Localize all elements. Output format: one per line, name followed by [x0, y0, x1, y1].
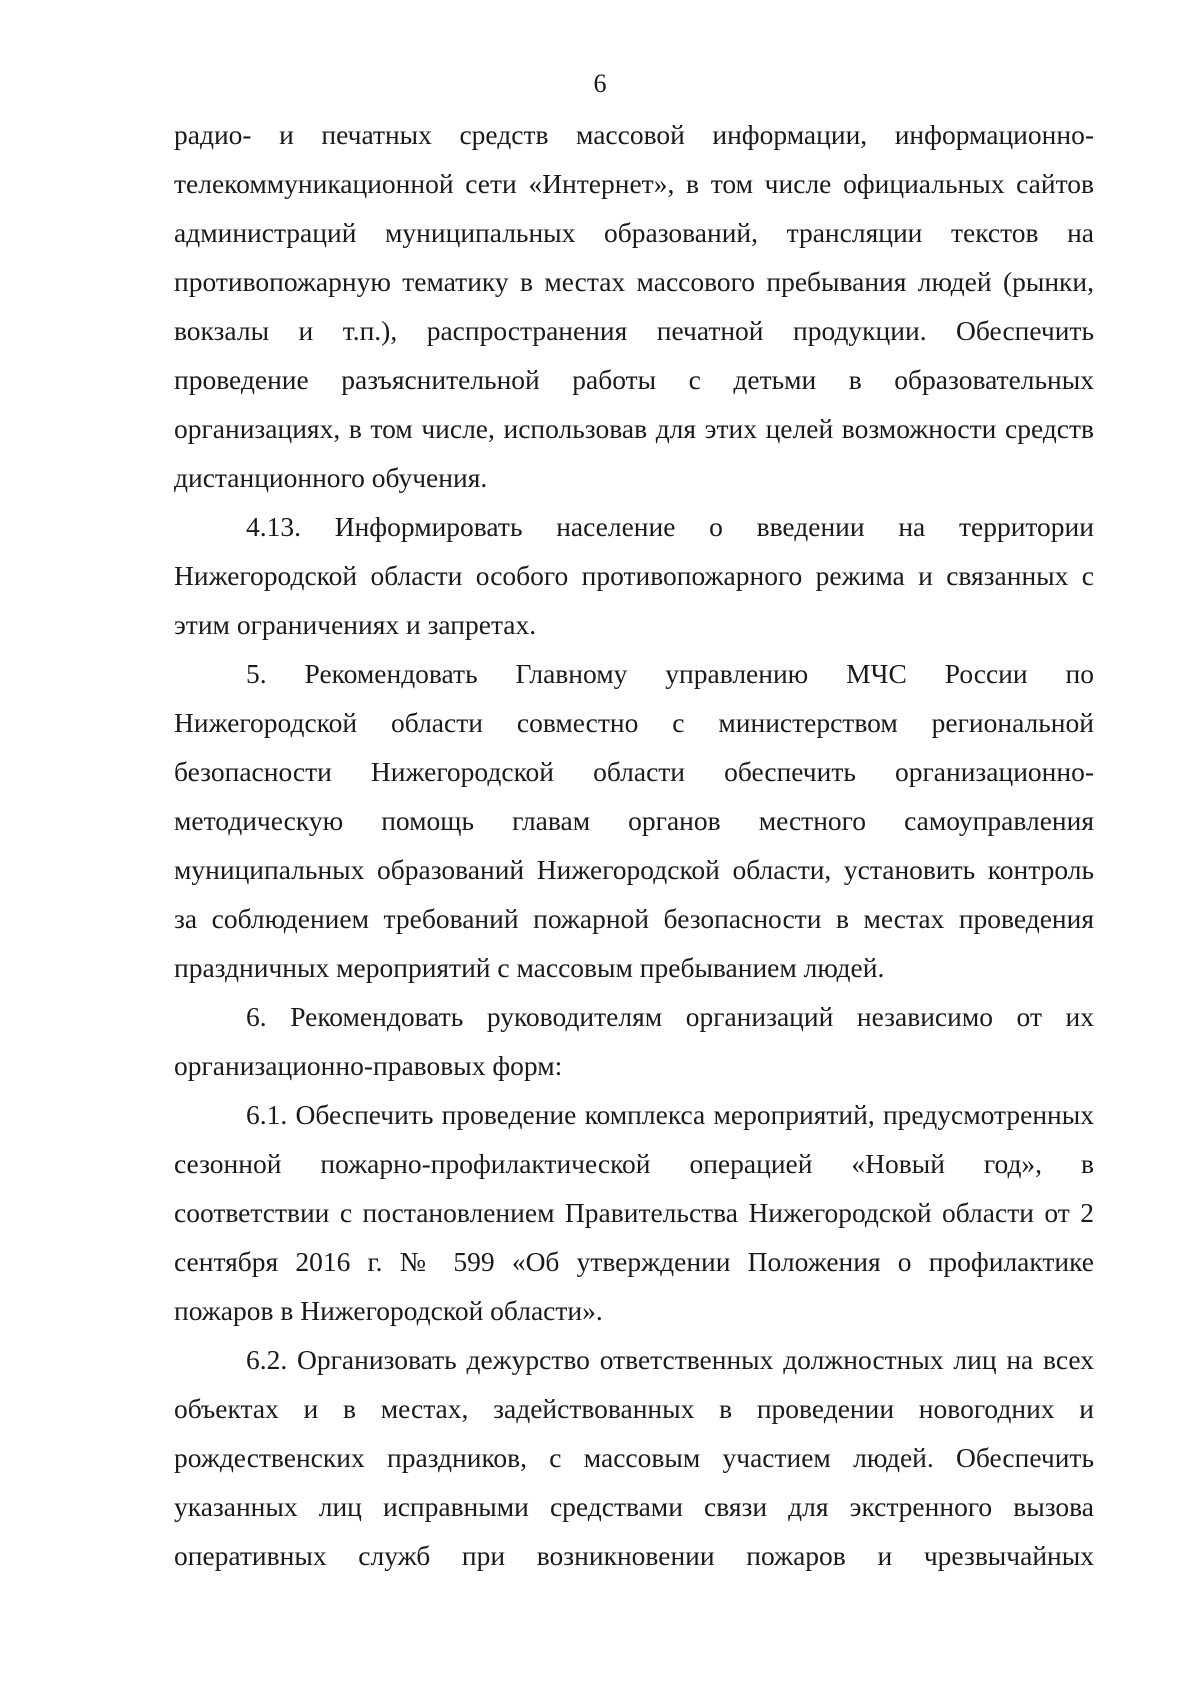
paragraph-6-2: 6.2. Организовать дежурство ответственных должностных лиц на всех объектах и в местах, задействованных в проведении новогодних и рождественских праздников, с массовым участием людей. Обеспечить указанных лиц исправными средствами связи для экстренного вызова оперативных служб при возникновении пожаров и чрезвычайных	[174, 1344, 1094, 1571]
paragraph-5: 5. Рекомендовать Главному управлению МЧС России по Нижегородской области совместно с министерством региональной безопасности Нижегородской области обеспечить организационно-методическую помощь главам органов местного самоуправления муниципальных образований Нижегородской области, установить контроль за соблюдением требований пожарной безопасности в местах проведения праздничных мероприятий с массовым пребыванием людей.	[174, 658, 1094, 983]
page-number: 6	[593, 69, 607, 98]
paragraph-6-1: 6.1. Обеспечить проведение комплекса мероприятий, предусмотренных сезонной пожарно-профилактической операцией «Новый год», в соответствии с постановлением Правительства Нижегородской области от 2 сентября 2016 г. № 599 «Об утверждении Положения о профилактике пожаров в Нижегородской области».	[174, 1099, 1094, 1326]
paragraph-4-13: 4.13. Информировать население о введении на территории Нижегородской области особого противопожарного режима и связанных с этим ограничениях и запретах.	[174, 511, 1094, 640]
paragraph-continuation: радио- и печатных средств массовой информации, информационно-телекоммуникационной сети «Интернет», в том числе официальных сайтов администраций муниципальных образований, трансляции текстов на противопожарную тематику в местах массового пребывания людей (рынки, вокзалы и т.п.), распространения печатной продукции. Обеспечить проведение разъяснительной работы с детьми в образовательных организациях, в том числе, использовав для этих целей возможности средств дистанционного обучения.	[174, 119, 1094, 493]
document-body	[174, 110, 1094, 1580]
paragraph-6: 6. Рекомендовать руководителям организаций независимо от их организационно-правовых форм:	[174, 1001, 1094, 1081]
